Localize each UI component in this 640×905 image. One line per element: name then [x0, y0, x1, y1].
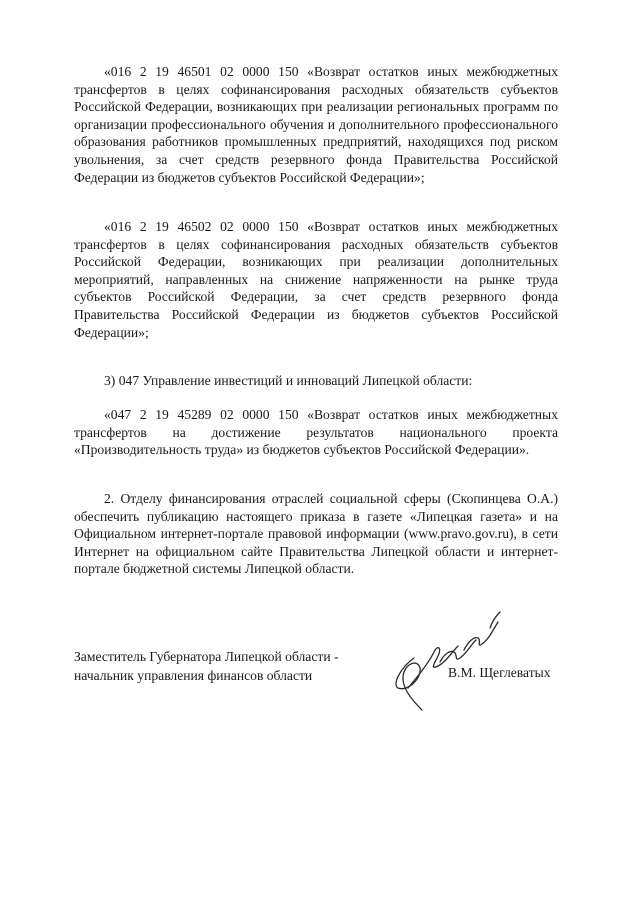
paragraph-section-047: 3) 047 Управление инвестиций и инноваций Липецкой области: [104, 373, 473, 388]
paragraph-return-46501: «016 2 19 46501 02 0000 150 «Возврат остатков иных межбюджетных трансфертов в целях софинансирования расходных обязательств субъектов Российской Федерации, возникающих при реализации региональных программ по организации профессионального обучения и дополнительного профессионального образования работников промышленных предприятий, находящихся под риском увольнения, за счет средств резервного фонда Правительства Российской Федерации из бюджетов субъектов Российской Федерации»; [74, 64, 558, 185]
signatory-position [74, 647, 374, 685]
paragraph-item-2-publication: 2. Отделу финансирования отраслей социальной сферы (Скопинцева О.А.) обеспечить публикацию настоящего приказа в газете «Липецкая газета» и на Официальном интернет-портале правовой информации (www.pravo.gov.ru), в сети Интернет на официальном сайте Правительства Липецкой области и интернет-портале бюджетной системы Липецкой области. [74, 491, 558, 577]
signatory-position-line1: Заместитель Губернатора Липецкой области - [74, 649, 339, 664]
handwritten-signature [378, 592, 518, 732]
signatory-name: В.М. Щеглеватых [448, 665, 551, 680]
paragraph-return-46502: «016 2 19 46502 02 0000 150 «Возврат остатков иных межбюджетных трансфертов в целях софинансирования расходных обязательств субъектов Российской Федерации, возникающих при реализации дополнительных мероприятий, направленных на снижение напряженности на рынке труда субъектов Российской Федерации, за счет средств резервного фонда Правительства Российской Федерации из бюджетов субъектов Российской Федерации»; [74, 219, 558, 340]
signatory-position-line2: начальник управления финансов области [74, 668, 313, 683]
paragraph-return-45289: «047 2 19 45289 02 0000 150 «Возврат остатков иных межбюджетных трансфертов на достижение результатов национального проекта «Производительность труда» из бюджетов субъектов Российской Федерации». [74, 407, 558, 458]
